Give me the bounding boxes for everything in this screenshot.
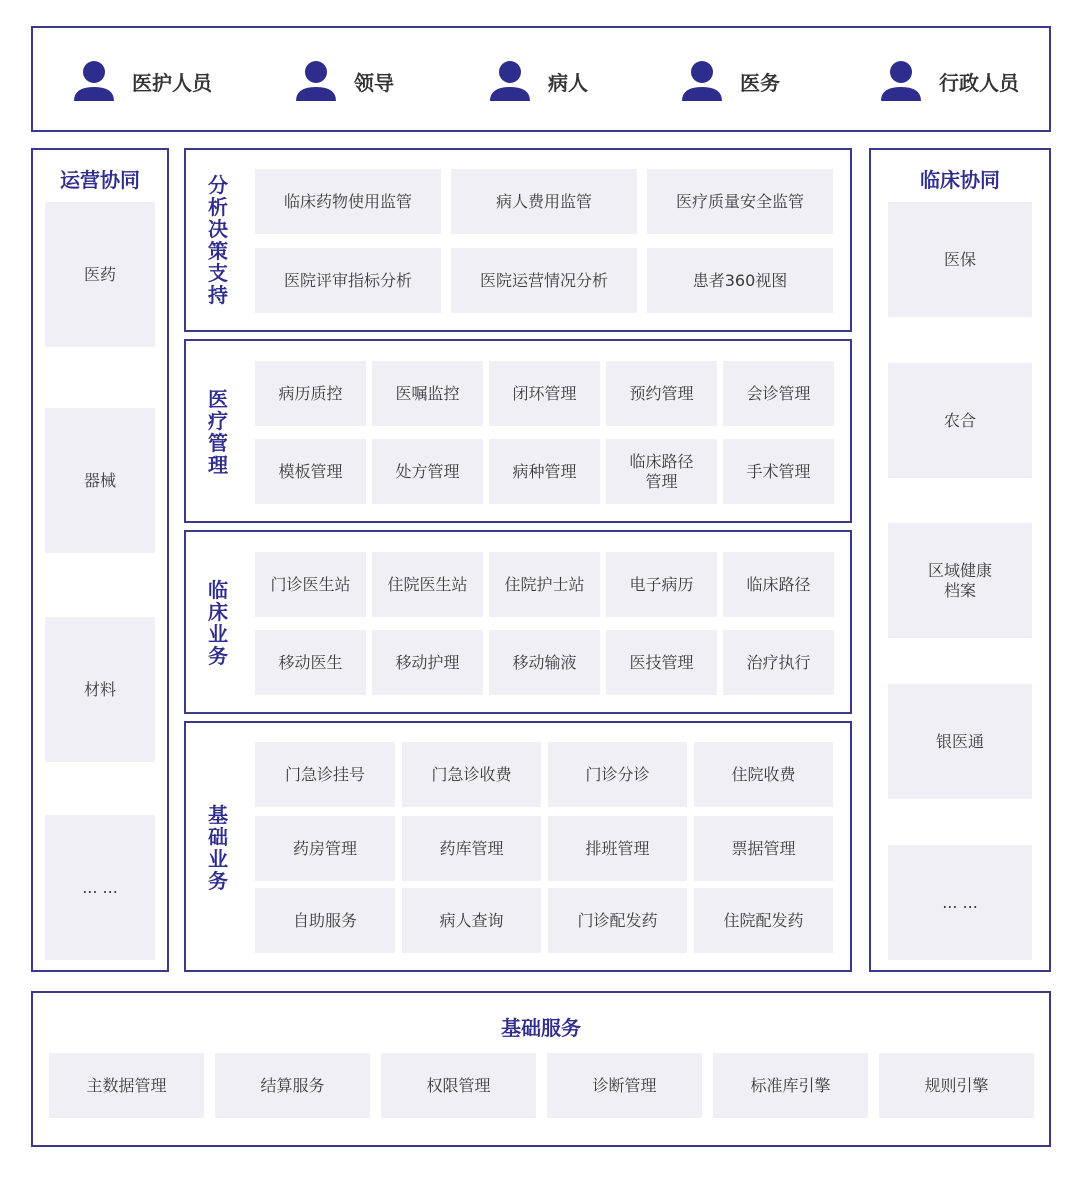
service-box: 主数据管理	[49, 1053, 204, 1118]
user-patient	[488, 56, 588, 106]
module-box: 医嘱监控	[372, 361, 483, 426]
left-item: 医药	[45, 202, 155, 347]
left-item: 器械	[45, 408, 155, 553]
module-box: 患者360视图	[647, 248, 833, 313]
user-medical-staff	[72, 56, 212, 106]
module-box: 药房管理	[255, 816, 395, 881]
section-label: 医疗管理	[208, 387, 228, 477]
module-box: 门诊医生站	[255, 552, 366, 617]
right-item: 银医通	[888, 684, 1032, 799]
left-item: 材料	[45, 617, 155, 762]
module-box: 移动护理	[372, 630, 483, 695]
right-item: 农合	[888, 363, 1032, 478]
module-box: 排班管理	[548, 816, 687, 881]
module-box: 门急诊挂号	[255, 742, 395, 807]
module-box: 医院评审指标分析	[255, 248, 441, 313]
module-box: 自助服务	[255, 888, 395, 953]
service-box: 结算服务	[215, 1053, 370, 1118]
module-box: 电子病历	[606, 552, 717, 617]
module-box: 手术管理	[723, 439, 834, 504]
section-label: 基础业务	[208, 803, 228, 893]
module-box: 移动输液	[489, 630, 600, 695]
module-box: 药库管理	[402, 816, 541, 881]
module-box: 病人费用监管	[451, 169, 637, 234]
person-icon	[879, 59, 923, 103]
module-box: 门诊配发药	[548, 888, 687, 953]
service-box: 诊断管理	[547, 1053, 702, 1118]
module-box: 临床路径	[723, 552, 834, 617]
user-leader	[294, 56, 394, 106]
module-box: 预约管理	[606, 361, 717, 426]
left-item: ... ...	[45, 815, 155, 960]
section-label: 临床业务	[208, 578, 228, 668]
user-medical-affairs	[680, 56, 780, 106]
foundation-services-title: 基础服务	[501, 1016, 581, 1040]
module-box: 临床路径 管理	[606, 439, 717, 504]
person-icon	[294, 59, 338, 103]
module-box: 临床药物使用监管	[255, 169, 441, 234]
module-box: 门急诊收费	[402, 742, 541, 807]
module-box: 住院配发药	[694, 888, 833, 953]
person-icon	[488, 59, 532, 103]
module-box: 住院护士站	[489, 552, 600, 617]
person-icon	[72, 59, 116, 103]
right-item: ... ...	[888, 845, 1032, 960]
right-item: 区域健康 档案	[888, 523, 1032, 638]
module-box: 病历质控	[255, 361, 366, 426]
section-label: 分析决策支持	[208, 173, 228, 307]
right-panel-title: 临床协同	[920, 168, 1000, 192]
service-box: 权限管理	[381, 1053, 536, 1118]
user-label: 医务	[740, 70, 780, 95]
left-panel-title: 运营协同	[60, 168, 140, 192]
user-label: 行政人员	[939, 70, 1019, 95]
service-box: 标准库引擎	[713, 1053, 868, 1118]
person-icon	[680, 59, 724, 103]
module-box: 医技管理	[606, 630, 717, 695]
user-label: 领导	[354, 70, 394, 95]
module-box: 移动医生	[255, 630, 366, 695]
module-box: 医疗质量安全监管	[647, 169, 833, 234]
user-label: 医护人员	[132, 70, 212, 95]
module-box: 票据管理	[694, 816, 833, 881]
module-box: 住院收费	[694, 742, 833, 807]
module-box: 病种管理	[489, 439, 600, 504]
module-box: 住院医生站	[372, 552, 483, 617]
module-box: 门诊分诊	[548, 742, 687, 807]
right-item: 医保	[888, 202, 1032, 317]
module-box: 治疗执行	[723, 630, 834, 695]
module-box: 处方管理	[372, 439, 483, 504]
module-box: 医院运营情况分析	[451, 248, 637, 313]
module-box: 模板管理	[255, 439, 366, 504]
module-box: 闭环管理	[489, 361, 600, 426]
module-box: 会诊管理	[723, 361, 834, 426]
service-box: 规则引擎	[879, 1053, 1034, 1118]
module-box: 病人查询	[402, 888, 541, 953]
user-admin-staff	[879, 56, 1019, 106]
user-label: 病人	[548, 70, 588, 95]
